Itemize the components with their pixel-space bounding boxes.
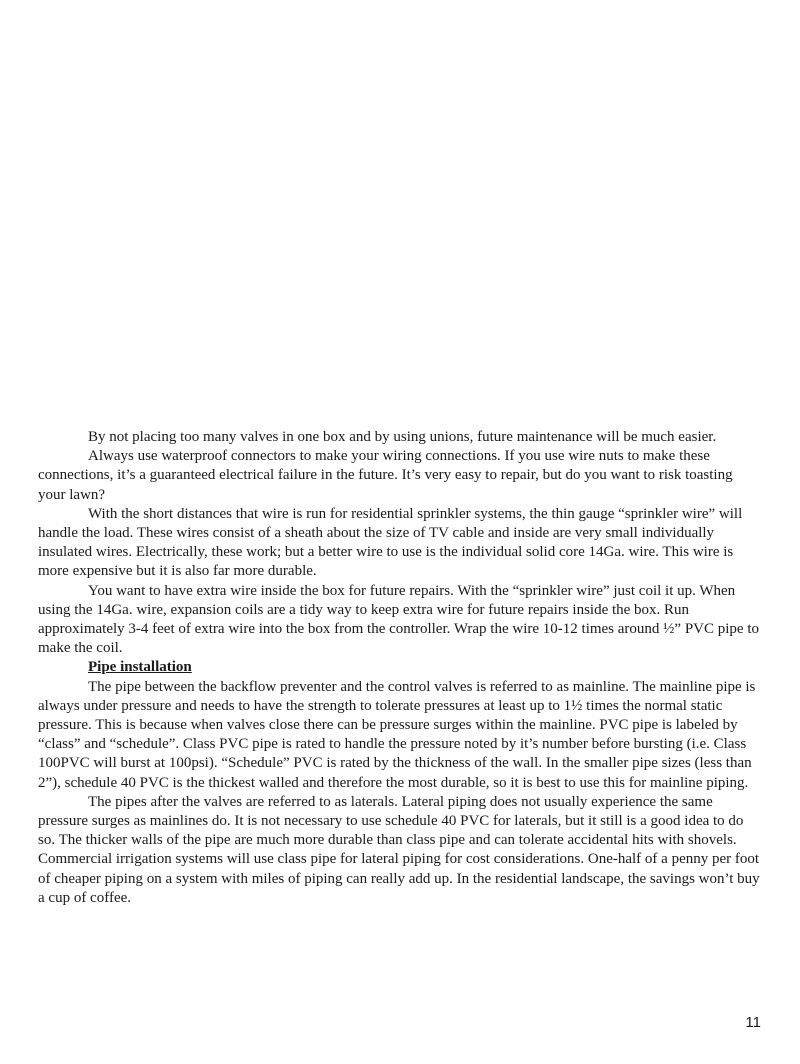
paragraph-valves-unions: By not placing too many valves in one box and by using unions, future maintenance will be much easier. xyxy=(88,429,717,445)
body-text xyxy=(38,428,760,908)
paragraph-wire-gauge: With the short distances that wire is run for residential sprinkler systems, the thin gauge “sprinkler wire” will handle the load. These wires consist of a sheath about the size of TV cable and inside are very small individually insulated wires. Electrically, these work; but a better wire to use is the individual solid core 14Ga. wire. This wire is more expensive but it is also far more durable. xyxy=(38,505,743,580)
page-number: 11 xyxy=(745,1014,761,1031)
paragraph-extra-wire: You want to have extra wire inside the box for future repairs. With the “sprinkler wire” just coil it up. When using the 14Ga. wire, expansion coils are a tidy way to keep extra wire for future repairs inside the box. Run approximately 3-4 feet of extra wire into the box from the controller. Wrap the wire 10-12 times around ½” PVC pipe to make the coil. xyxy=(38,582,760,657)
paragraph-mainline: The pipe between the backflow preventer and the control valves is referred to as mainline. The mainline pipe is always under pressure and needs to have the strength to tolerate pressures at least up to 1½ times the normal static pressure. This is because when valves close there can be pressure surges within the mainline. PVC pipe is labeled by “class” and “schedule”. Class PVC pipe is rated to handle the pressure noted by it’s number before bursting (i.e. Class 100PVC will burst at 100psi). “Schedule” PVC is rated by the thickness of the wall. In the smaller pipe sizes (less than 2”), schedule 40 PVC is the thickest walled and therefore the most durable, so it is best to use this for mainline piping. xyxy=(38,678,756,791)
section-heading-pipe-installation: Pipe installation xyxy=(88,659,192,676)
paragraph-waterproof-connectors: Always use waterproof connectors to make your wiring connections. If you use wire nuts to make these connections, it’s a guaranteed electrical failure in the future. It’s very easy to repair, but do you want to risk toasting your lawn? xyxy=(38,448,733,503)
paragraph-laterals: The pipes after the valves are referred to as laterals. Lateral piping does not usually experience the same pressure surges as mainlines do. It is not necessary to use schedule 40 PVC for laterals, but it still is a good idea to do so. The thicker walls of the pipe are much more durable than class pipe and can tolerate accidental hits with shovels. Commercial irrigation systems will use class pipe for lateral piping for cost considerations. One-half of a penny per foot of cheaper piping on a system with miles of piping can really add up. In the residential landscape, the savings won’t buy a cup of coffee. xyxy=(38,793,760,906)
